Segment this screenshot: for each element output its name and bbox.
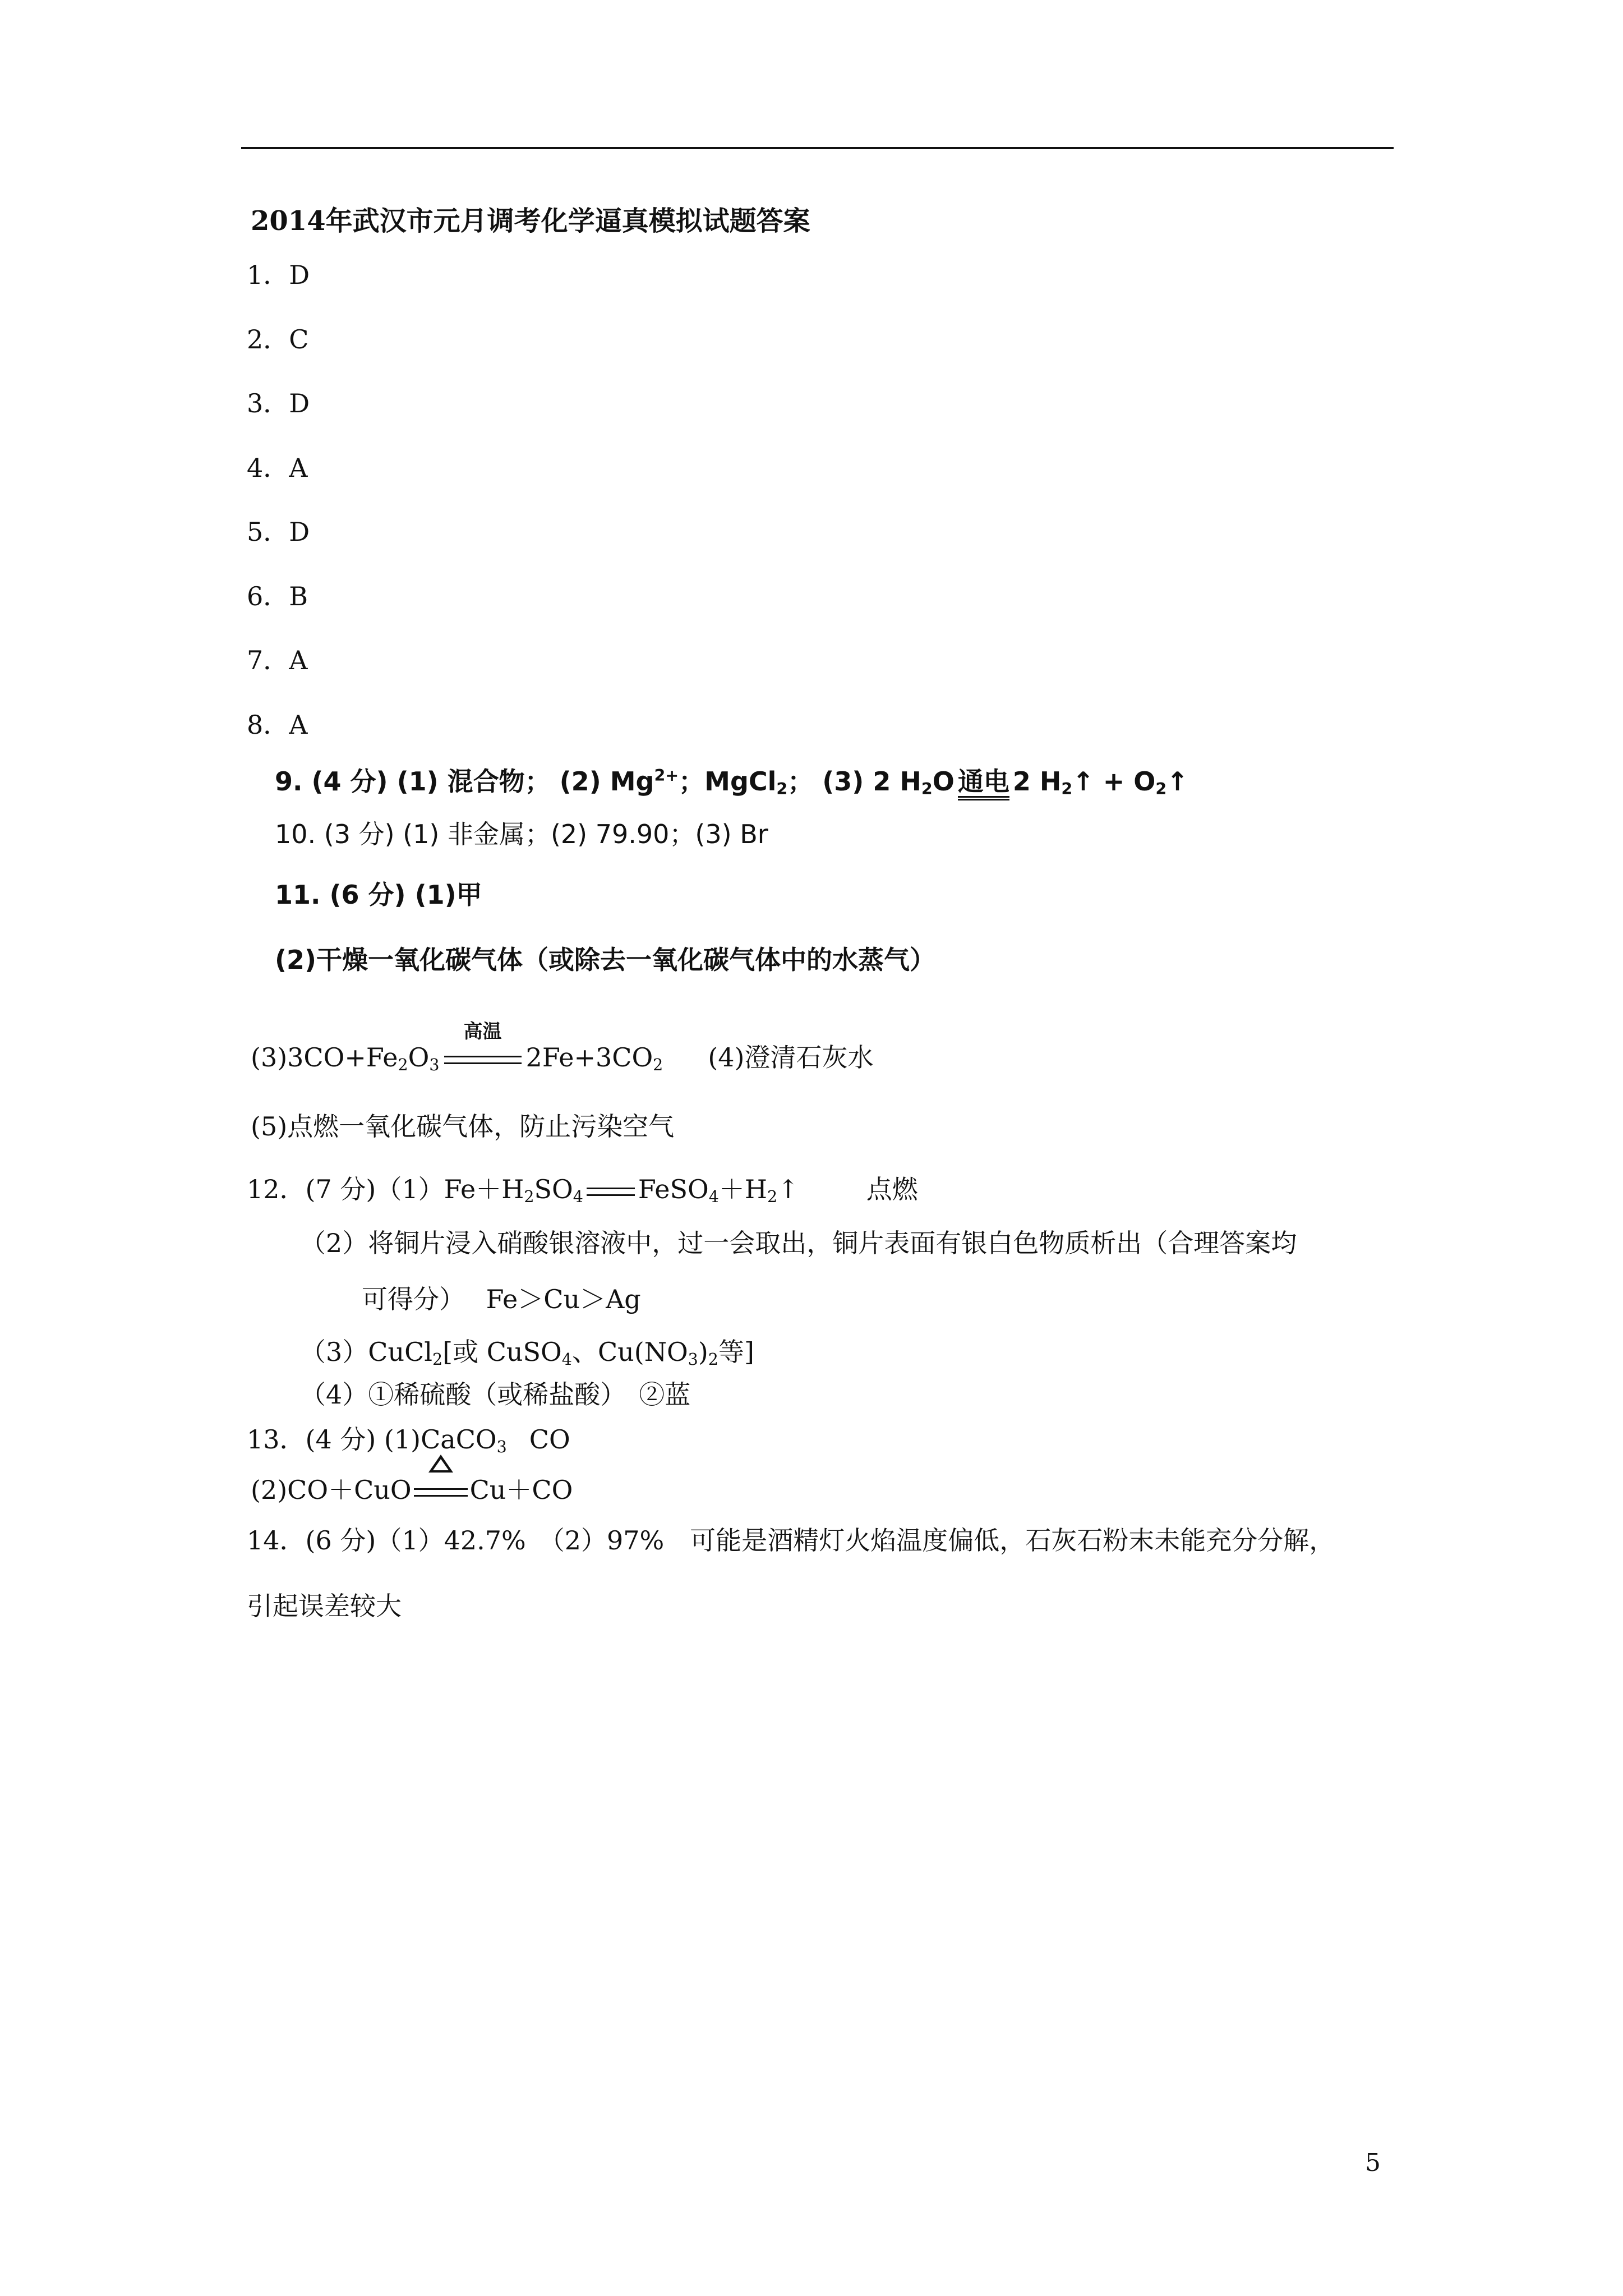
answer-8: 8．A: [247, 710, 308, 740]
answer-12-part1: 12．(7 分)$(1)Fe+H_2SO_4$ $FeSO_4+H_2↑$ 点燃: [247, 1174, 918, 1207]
answer-9: 9. (4 分) (1) 混合物； (2) $Mg^{2+}$；MgCl$_2$； (3) 2 $H_2O$ 通电 2 $H_2↑$ + $O_2↑$: [275, 769, 1188, 800]
answer-3: 3．D: [247, 388, 310, 418]
answer-12-part4: （4）①稀硫酸（或稀盐酸） ②蓝: [300, 1379, 691, 1410]
answer-14: 14．(6 分)（1）42.7% （2）97% 可能是酒精灯火焰温度偏低，石灰石粉末未能充分分解，: [247, 1525, 1335, 1556]
page-title: 2014年武汉市元月调考化学逼真模拟试题答案: [251, 205, 810, 237]
answer-1: 1．D: [247, 260, 310, 290]
equals-sign: [587, 1188, 635, 1196]
header-rule: [241, 147, 1394, 149]
condition-electrolysis: 通电: [958, 769, 1009, 800]
condition-high-temp: 高温: [444, 1045, 522, 1070]
answer-6: 6．B: [247, 581, 308, 611]
condition-heat: [414, 1477, 468, 1503]
answer-13-part1: 13．(4 分) (1)CaCO$_3$ CO: [247, 1424, 570, 1457]
answer-12-part2-cont: 可得分） Fe＞Cu＞Ag: [362, 1284, 641, 1314]
answer-12-part2: （2）将铜片浸入硝酸银溶液中，过一会取出，铜片表面有银白色物质析出（合理答案均: [300, 1228, 1297, 1258]
answer-10: 10. (3 分) (1) 非金属；(2) 79.90；(3) Br: [275, 819, 768, 849]
answer-7: 7．A: [247, 645, 308, 675]
page-number: 5: [1365, 2148, 1381, 2177]
answer-5: 5．D: [247, 517, 310, 547]
answer-12-part3: （3）CuCl$_2$[或 CuSO$_4$、$Cu(NO_3)_2$等]: [300, 1337, 754, 1369]
answer-14-cont: 引起误差较大: [247, 1591, 402, 1621]
answer-11-part2: (2)干燥一氧化碳气体（或除去一氧化碳气体中的水蒸气）: [275, 945, 936, 975]
heat-triangle-icon: [428, 1455, 453, 1473]
answer-11-part5: (5)点燃一氧化碳气体，防止污染空气: [251, 1111, 675, 1142]
answer-11-part1: 11. (6 分) (1)甲: [275, 880, 482, 910]
answer-11-part3: $(3)3CO+Fe_2O_3$ 高温 $2Fe+3CO_2$ (4)澄清石灰水: [251, 1020, 874, 1075]
answer-4: 4．A: [247, 453, 308, 483]
answer-13-part2: (2)CO＋CuO Cu＋CO: [251, 1477, 573, 1503]
answer-2: 2．C: [247, 324, 309, 355]
